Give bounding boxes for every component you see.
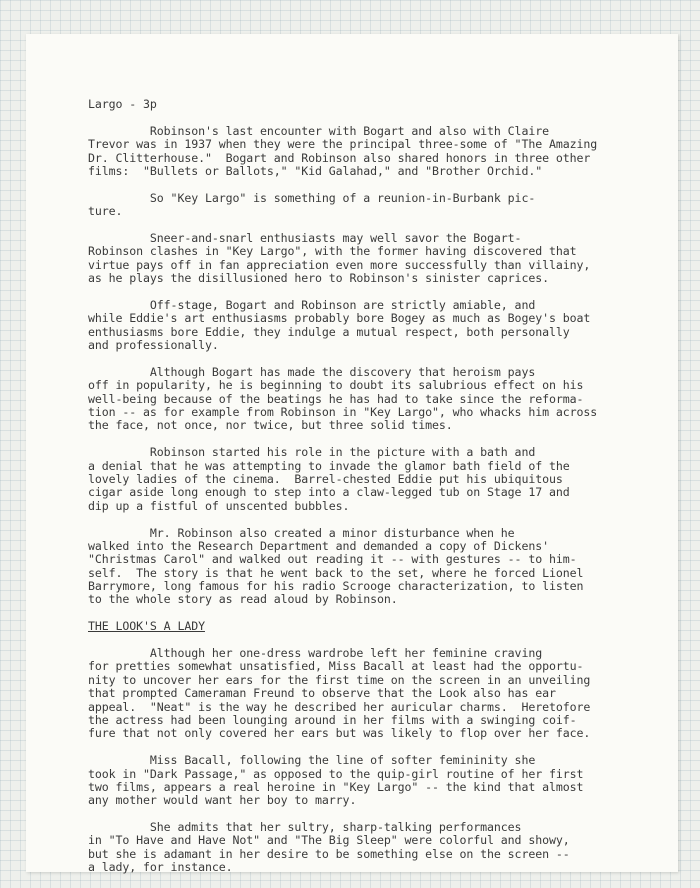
text-line: appeal. "Neat" is the way he described her auricular charms. Heretofore: [88, 699, 591, 714]
text-line: Robinson clashes in "Key Largo", with the former having discovered that: [88, 244, 577, 259]
text-line: ture.: [88, 204, 123, 219]
page-header: Largo - 3p: [88, 97, 157, 111]
text-line: and professionally.: [88, 338, 219, 353]
text-line: lovely ladies of the cinema. Barrel-chested Eddie put his ubiquitous: [88, 471, 563, 486]
typewritten-text: [88, 98, 678, 875]
text-line: two films, appears a real heroine in "Key Largo" -- the kind that almost: [88, 779, 584, 794]
text-line: cigar aside long enough to step into a claw-legged tub on Stage 17 and: [88, 485, 570, 500]
paragraph-gap: [88, 808, 678, 821]
text-line: Sneer-and-snarl enthusiasts may well savor the Bogart-: [88, 230, 522, 245]
paragraph-gap: [88, 634, 678, 647]
text-line: Although Bogart has made the discovery that heroism pays: [88, 364, 536, 379]
text-line: Robinson's last encounter with Bogart and also with Claire: [88, 123, 549, 138]
paragraph-gap: [88, 352, 678, 365]
paragraph-gap: [88, 741, 678, 754]
text-line: dip up a fistful of unscented bubbles.: [88, 498, 350, 513]
paragraph-gap: [88, 433, 678, 446]
text-line: "Christmas Carol" and walked out reading it -- with gestures -- to him-: [88, 552, 577, 567]
text-line: Off-stage, Bogart and Robinson are strictly amiable, and: [88, 297, 536, 312]
text-line: as he plays the disillusioned hero to Robinson's sinister caprices.: [88, 271, 549, 286]
paragraph-gap: [88, 285, 678, 298]
typed-page: [26, 34, 678, 875]
text-line: Trevor was in 1937 when they were the principal three-some of "The Amazing: [88, 137, 598, 152]
text-line: took in "Dark Passage," as opposed to the quip-girl routine of her first: [88, 766, 584, 781]
paragraph-gap: [88, 219, 678, 232]
text-line: Dr. Clitterhouse." Bogart and Robinson also shared honors in three other: [88, 150, 591, 165]
text-line: a denial that he was attempting to invade the glamor bath field of the: [88, 458, 570, 473]
text-line: self. The story is that he went back to the set, where he forced Lionel: [88, 565, 584, 580]
text-line: any mother would want her boy to marry.: [88, 793, 357, 808]
text-line: Miss Bacall, following the line of softer femininity she: [88, 753, 536, 768]
text-line: the actress had been lounging around in her films with a swinging coif-: [88, 712, 577, 727]
text-line: but she is adamant in her desire to be something else on the screen --: [88, 846, 570, 861]
text-line: fure that not only covered her ears but was likely to flop over her face.: [88, 726, 591, 741]
text-line: walked into the Research Department and demanded a copy of Dickens': [88, 538, 549, 553]
paragraph-gap: [88, 111, 678, 124]
text-line: films: "Bullets or Ballots," "Kid Galahad," and "Brother Orchid.": [88, 163, 543, 178]
text-line: while Eddie's art enthusiasms probably bore Bogey as much as Bogey's boat: [88, 311, 591, 326]
paragraph-gap: [88, 607, 678, 620]
text-line: virtue pays off in fan appreciation even more successfully than villainy,: [88, 257, 591, 272]
text-line: Mr. Robinson also created a minor disturbance when he: [88, 525, 515, 540]
text-line: to the whole story as read aloud by Robinson.: [88, 592, 398, 607]
text-line: that prompted Cameraman Freund to observe that the Look also has ear: [88, 686, 556, 701]
text-line: the face, not once, nor twice, but three solid times.: [88, 418, 453, 433]
text-line: for pretties somewhat unsatisfied, Miss Bacall at least had the opportu-: [88, 659, 584, 674]
text-line: Although her one-dress wardrobe left her feminine craving: [88, 646, 543, 661]
text-line: tion -- as for example from Robinson in "Key Largo", who whacks him across: [88, 404, 598, 419]
section-heading: THE LOOK'S A LADY: [88, 619, 205, 634]
text-line: nity to uncover her ears for the first time on the screen in an unveiling: [88, 672, 591, 687]
text-line: in "To Have and Have Not" and "The Big Sleep" were colorful and showy,: [88, 833, 570, 848]
text-line: Barrymore, long famous for his radio Scrooge characterization, to listen: [88, 579, 584, 594]
text-line: well-being because of the beatings he has had to take since the reforma-: [88, 391, 584, 406]
paragraph-gap: [88, 178, 678, 191]
text-line: enthusiasms bore Eddie, they indulge a mutual respect, both personally: [88, 324, 570, 339]
text-line: So "Key Largo" is something of a reunion-in-Burbank pic-: [88, 190, 536, 205]
text-line: off in popularity, he is beginning to doubt its salubrious effect on his: [88, 378, 584, 393]
text-line: She admits that her sultry, sharp-talking performances: [88, 820, 522, 835]
text-line: a lady, for instance.: [88, 860, 233, 875]
paragraph-gap: [88, 513, 678, 526]
text-line: Robinson started his role in the picture with a bath and: [88, 445, 536, 460]
